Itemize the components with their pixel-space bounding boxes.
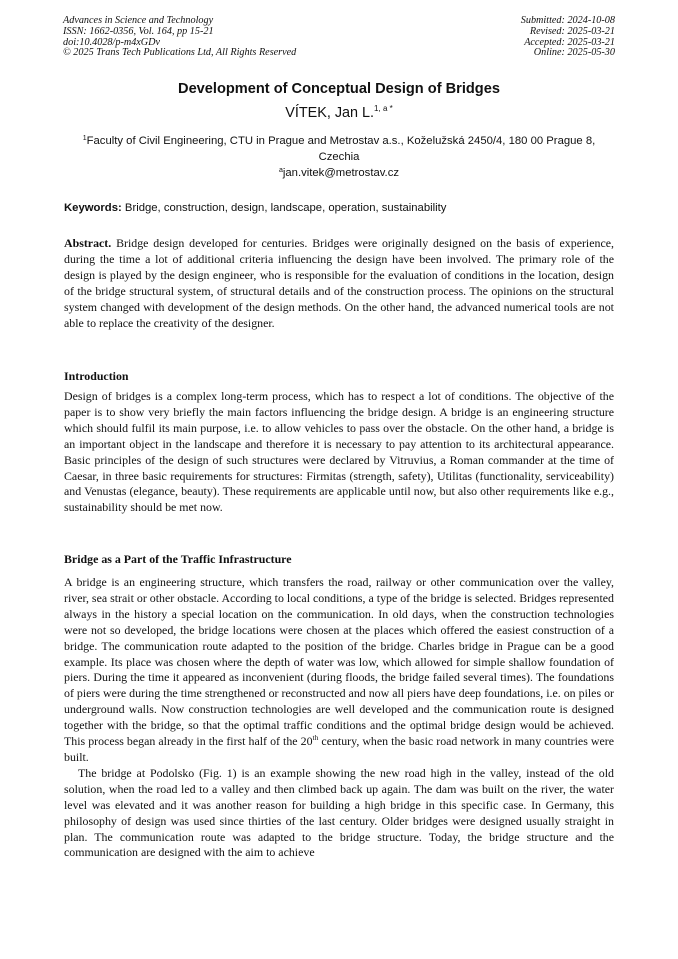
journal-header-right: [521, 16, 615, 59]
date-revised: Revised: 2025-03-21: [529, 25, 615, 37]
introduction-section: [64, 389, 614, 516]
keywords-line: [64, 202, 614, 214]
section-heading-traffic: Bridge as a Part of the Traffic Infrastructure: [64, 552, 292, 566]
section-traffic-infrastructure: [64, 575, 614, 861]
author-email[interactable]: jan.vitek@metrostav.cz: [282, 167, 399, 179]
journal-issn: ISSN: 1662-0356, Vol. 164, pp 15-21: [63, 25, 214, 37]
traffic-paragraph-1-main: A bridge is an engineering structure, which transfers the road, railway or other communication over the valley, river, sea strait or other obstacle. According to local conditions, a type of the bridge is selected. Bridges represented always in the history a special location on the communication. In old days, when the construction technologies were not so developed, the bridge locations were chosen at the places which offered the easiest construction of a bridge. The communication route adapted to the position of the bridge. Charles bridge in Prague can be a good example. Its place was chosen where the depth of water was low, which allowed for simple shallow foundation of piers. During the time it appeared as inconvenient (during floods, the bridge failed several times). The foundations of piers were during the time strengthened or reconstructed and now all piers have deep foundations, i.e. on piles or underground walls. Now construction technologies are well developed and the communication route is designed together with the bridge, so that the optimal traffic conditions and the optimal bridge design would be achieved. This process began already in the first half of the 20: [64, 575, 614, 749]
affiliation-mark: 1: [82, 135, 87, 142]
date-online: Online: 2025-05-30: [533, 47, 615, 59]
traffic-paragraph-1-tail: century, when the basic road network in many countries were built.: [64, 734, 614, 764]
date-accepted: Accepted: 2025-03-21: [524, 36, 615, 48]
author-line: [0, 104, 678, 121]
introduction-heading: Introduction: [64, 369, 129, 383]
journal-copyright: © 2025 Trans Tech Publications Ltd, All Rights Reserved: [63, 47, 297, 59]
traffic-paragraph-1: [64, 575, 614, 766]
author-name: VÍTEK, Jan L.: [285, 105, 375, 121]
journal-doi[interactable]: doi:10.4028/p-m4xGDv: [63, 36, 161, 48]
journal-name: Advances in Science and Technology: [63, 15, 214, 26]
paper-title: Development of Conceptual Design of Bridges: [178, 81, 500, 97]
keywords-text: Bridge, construction, design, landscape, operation, sustainability: [124, 202, 447, 214]
abstract-label: Abstract.: [64, 236, 112, 250]
abstract-section: [64, 236, 614, 331]
date-submitted: Submitted: 2024-10-08: [520, 15, 615, 26]
keywords-label: Keywords:: [64, 202, 122, 214]
affiliation-text: Faculty of Civil Engineering, CTU in Prague and Metrostav a.s., Koželužská 2450/4, 180 00 Prague 8, Czechia: [86, 135, 596, 163]
author-email-line: [0, 167, 678, 179]
email-mark: a: [278, 167, 283, 174]
affiliation: [80, 131, 598, 165]
abstract-text: Bridge design developed for centuries. Bridges were originally designed on the basis of experience, during the time a lot of additional criteria influencing the design have been involved. The primary role of the design is played by the design engineer, who is responsible for the evaluation of conditions in the location, design of the bridge structural system, of structural details and of the construction process. The opinions on the structural system changed with development of the design methods. On the other hand, the advanced numerical tools are not able to replace the creativity of the designer.: [64, 236, 614, 330]
introduction-paragraph: Design of bridges is a complex long-term process, which has to respect a lot of conditions. The objective of the paper is to show very briefly the main factors influencing the bridge design. A bridge is an engineering structure which should fulfil its main purpose, i.e. to allow vehicles to pass over the obstacle. On the other hand, a bridge is an important object in the landscape and therefore it is necessary to pay attention to its architectural appearance. Basic principles of the design of such structures were declared by Vitruvius, a Roman commander at the time of Caesar, in three basic requirements for structures: Firmitas (strength, safety), Utilitas (functionality, serviceability) and Venustas (elegance, beauty). These requirements are applicable until now, but also other requirements like e.g., sustainability should be met now.: [64, 389, 614, 515]
traffic-paragraph-2: The bridge at Podolsko (Fig. 1) is an example showing the new road high in the valley, instead of the old solution, when the road led to a valley and then climbed back up again. The dam was built on the river, the water level was elevated and it was another reason for building a high bridge in this specific case. In Germany, this philosophy of design was used since thirties of the last century. Older bridges were designed usually straight in plan. The communication route was adapted to the bridge structure. Today, the bridge structure and the communication are designed with the aim to achieve: [64, 765, 614, 860]
journal-header-left: [63, 16, 296, 59]
ordinal-superscript: th: [312, 733, 319, 743]
abstract-paragraph: [64, 236, 614, 331]
author-marks: 1, a *: [374, 104, 393, 113]
